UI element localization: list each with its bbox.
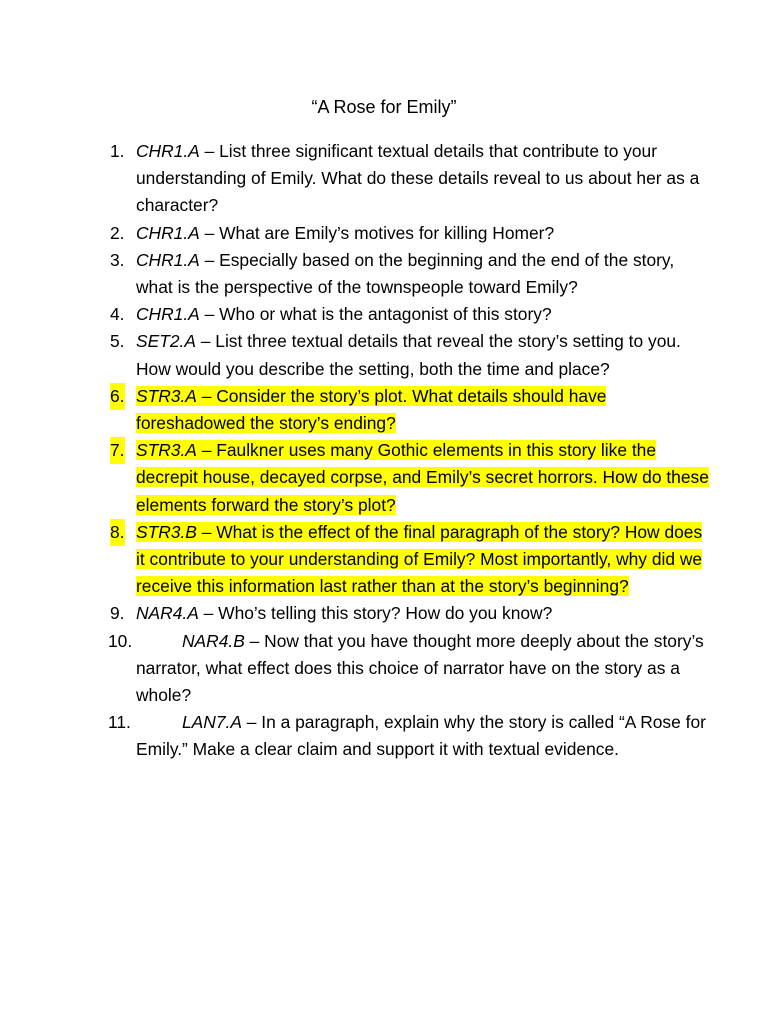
- standard-code: CHR1.A: [136, 141, 200, 161]
- question-number: 7.: [110, 437, 125, 464]
- standard-code: CHR1.A: [136, 304, 200, 325]
- question-item-5: [110, 328, 710, 382]
- question-number: 2.: [110, 222, 125, 243]
- question-item-3: [110, 247, 710, 301]
- standard-code: NAR4.B: [182, 630, 245, 651]
- question-number: 11.: [108, 712, 131, 733]
- question-text: – List three textual details that reveal the story’s setting to you. How would you describe the setting, both the time and place?: [136, 331, 681, 379]
- question-item-6: [110, 383, 710, 437]
- question-item-7: [110, 437, 710, 519]
- question-item-1: [110, 138, 710, 220]
- standard-code: LAN7.A: [182, 712, 242, 733]
- question-number: 1.: [110, 141, 125, 161]
- question-number: 5.: [110, 331, 125, 352]
- standard-code: CHR1.A: [136, 222, 200, 243]
- question-text: – Especially based on the beginning and the end of the story, what is the perspective of the townspeople toward Emily?: [136, 249, 675, 298]
- question-text: – List three significant textual details that contribute to your understanding of Emily. What do these details reveal to us about her as a character?: [136, 141, 700, 216]
- question-item-8: [110, 519, 710, 601]
- question-text: – Who’s telling this story? How do you know?: [198, 603, 553, 624]
- question-text: – Who or what is the antagonist of this story?: [199, 304, 552, 325]
- question-text: – Faulkner uses many Gothic elements in this story like the decrepit house, decayed corpse, and Emily’s secret horrors. How do these elements forward the story’s plot?: [136, 440, 709, 515]
- question-number: 6.: [110, 383, 125, 410]
- document-title: “A Rose for Emily”: [311, 97, 457, 117]
- standard-code: SET2.A: [136, 331, 196, 352]
- question-number: 3.: [110, 249, 125, 270]
- question-number: 4.: [110, 304, 125, 325]
- question-item-2: [110, 220, 710, 247]
- standard-code: STR3.A: [136, 385, 197, 406]
- standard-code: NAR4.A: [136, 603, 199, 624]
- question-item-9: [110, 600, 710, 627]
- question-list: [110, 138, 710, 764]
- question-text: – Consider the story’s plot. What details should have foreshadowed the story’s ending?: [136, 385, 607, 434]
- question-number: 9.: [110, 603, 125, 624]
- standard-code: STR3.A: [136, 440, 197, 461]
- question-item-4: [110, 301, 710, 328]
- question-text: – What is the effect of the final paragraph of the story? How does it contribute to your understanding of Emily? Most importantly, why did we receive this information last rather than at the story’s beginning?: [136, 521, 703, 597]
- standard-code: STR3.B: [136, 521, 197, 542]
- question-number: 8.: [110, 519, 125, 546]
- standard-code: CHR1.A: [136, 249, 200, 270]
- question-text: – In a paragraph, explain why the story is called “A Rose for Emily.” Make a clear claim and support it with textual evidence.: [136, 712, 706, 760]
- question-item-11: [110, 709, 710, 763]
- question-text: – Now that you have thought more deeply about the story’s narrator, what effect does this choice of narrator have on the story as a whole?: [136, 630, 704, 706]
- question-number: 10.: [108, 630, 133, 651]
- question-text: – What are Emily’s motives for killing Homer?: [199, 222, 555, 243]
- question-item-10: [110, 628, 710, 710]
